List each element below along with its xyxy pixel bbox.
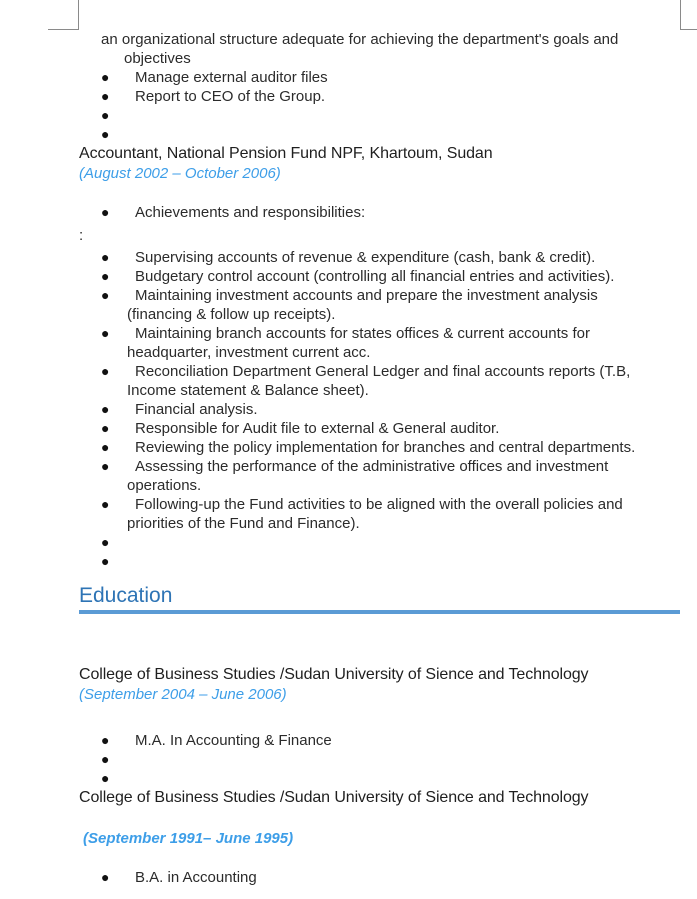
bullet-icon: ●: [101, 363, 110, 379]
bullet-icon: ●: [101, 458, 110, 474]
education-dates: (September 1991– June 1995): [83, 830, 294, 847]
list-item-continuation: headquarter, investment current acc.: [127, 344, 371, 361]
list-item: Reviewing the policy implementation for branches and central departments.: [135, 439, 636, 456]
list-item-continuation: operations.: [127, 477, 202, 494]
bullet-icon: ●: [101, 204, 110, 220]
bullet-icon: ●: [101, 268, 110, 284]
bullet-icon: ●: [101, 496, 110, 512]
bullet-icon: ●: [101, 249, 110, 265]
list-item: Responsible for Audit file to external & General auditor.: [135, 420, 500, 437]
bullet-icon: ●: [101, 869, 110, 885]
education-institution: College of Business Studies /Sudan University of Sience and Technology: [79, 666, 589, 683]
education-dates: (September 2004 – June 2006): [79, 686, 287, 703]
education-degree: B.A. in Accounting: [135, 869, 257, 886]
list-item: Financial analysis.: [135, 401, 258, 418]
bullet-icon: ●: [101, 107, 110, 123]
section-title-education: Education: [79, 584, 173, 607]
bullet-icon: ●: [101, 126, 110, 142]
list-item: Manage external auditor files: [135, 69, 328, 86]
job-title: Accountant, National Pension Fund NPF, Khartoum, Sudan: [79, 145, 493, 162]
education-institution: College of Business Studies /Sudan University of Sience and Technology: [79, 789, 589, 806]
bullet-icon: ●: [101, 420, 110, 436]
list-item-continuation: (financing & follow up receipts).: [127, 306, 336, 323]
bullet-icon: ●: [101, 401, 110, 417]
intro-text-line: an organizational structure adequate for achieving the department's goals and: [101, 31, 619, 48]
bullet-icon: ●: [101, 732, 110, 748]
bullet-icon: ●: [101, 751, 110, 767]
bullet-icon: ●: [101, 534, 110, 550]
list-item-continuation: priorities of the Fund and Finance).: [127, 515, 360, 532]
bullet-icon: ●: [101, 287, 110, 303]
list-item: Following-up the Fund activities to be aligned with the overall policies and: [135, 496, 623, 513]
crop-mark: [680, 0, 681, 30]
list-item: Report to CEO of the Group.: [135, 88, 326, 105]
list-item: Reconciliation Department General Ledger and final accounts reports (T.B,: [135, 363, 631, 380]
crop-mark: [680, 29, 697, 30]
achievements-label: Achievements and responsibilities:: [135, 204, 366, 221]
bullet-icon: ●: [101, 553, 110, 569]
list-item: Budgetary control account (controlling all financial entries and activities).: [135, 268, 615, 285]
stray-colon: :: [79, 227, 84, 244]
bullet-icon: ●: [101, 325, 110, 341]
list-item-continuation: Income statement & Balance sheet).: [127, 382, 369, 399]
list-item: Maintaining investment accounts and prepare the investment analysis: [135, 287, 598, 304]
intro-text-line: objectives: [124, 50, 191, 67]
crop-mark: [48, 29, 79, 30]
bullet-icon: ●: [101, 439, 110, 455]
section-divider: [79, 610, 680, 614]
list-item: Maintaining branch accounts for states offices & current accounts for: [135, 325, 590, 342]
bullet-icon: ●: [101, 88, 110, 104]
crop-mark: [78, 0, 79, 30]
list-item: Supervising accounts of revenue & expenditure (cash, bank & credit).: [135, 249, 596, 266]
bullet-icon: ●: [101, 69, 110, 85]
education-degree: M.A. In Accounting & Finance: [135, 732, 332, 749]
list-item: Assessing the performance of the administrative offices and investment: [135, 458, 609, 475]
bullet-icon: ●: [101, 770, 110, 786]
job-dates: (August 2002 – October 2006): [79, 165, 281, 182]
